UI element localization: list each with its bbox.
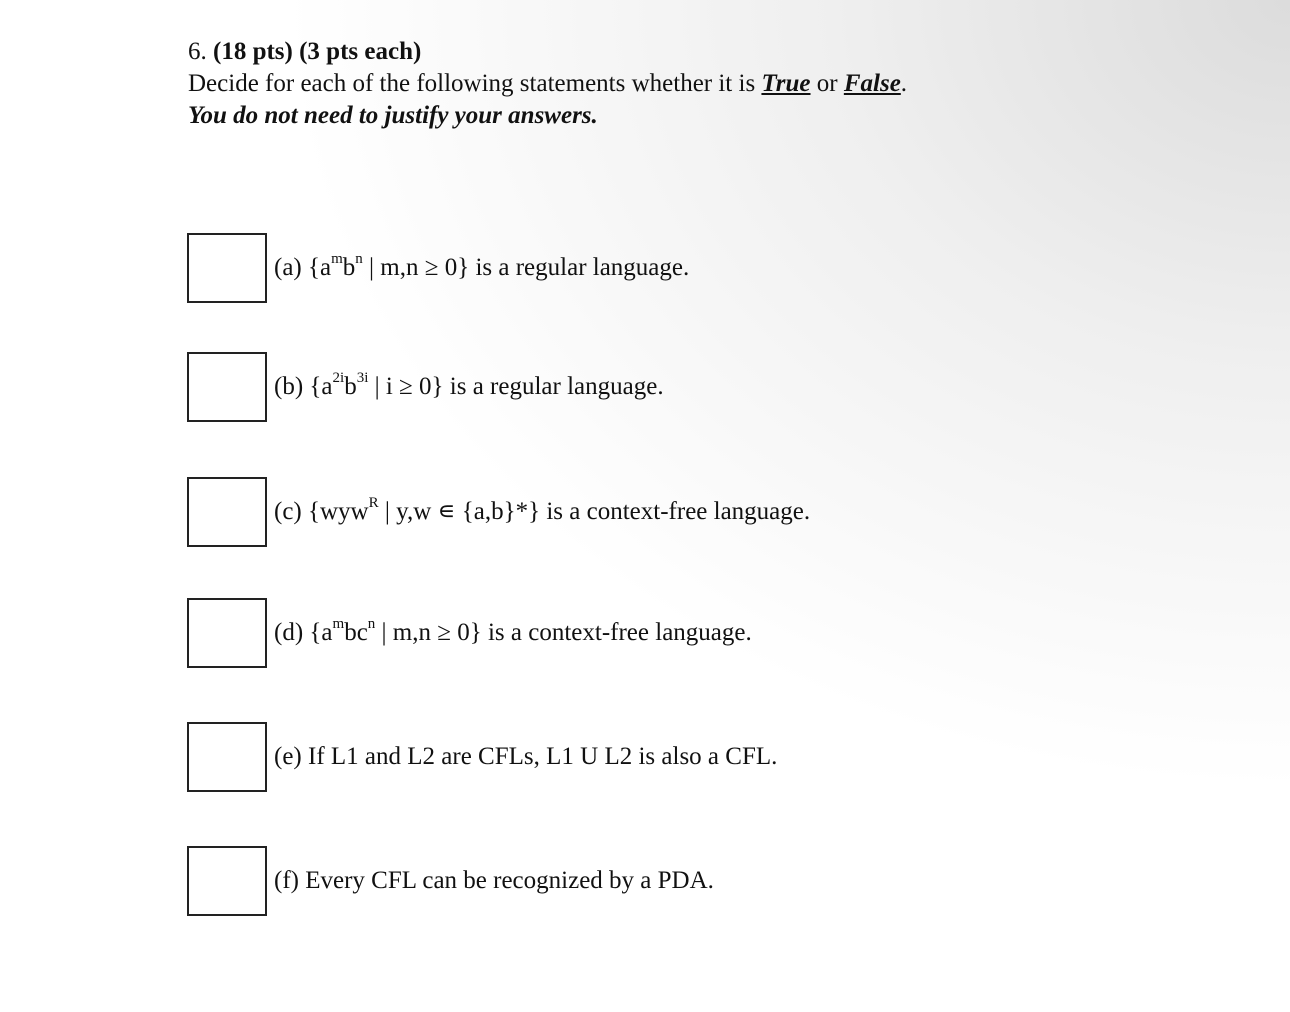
statement-tail: is a context-free language. (487, 619, 752, 646)
instruction-period: . (900, 70, 908, 97)
set-notation: b (344, 373, 357, 400)
superscript: 3i (356, 369, 369, 386)
statement-label: (f) (274, 867, 299, 894)
statement-f (187, 846, 1087, 914)
question-instruction (188, 68, 907, 100)
set-notation: b (342, 254, 356, 281)
statement-label: (d) (274, 619, 304, 646)
question-header (188, 36, 907, 132)
set-notation: bc (344, 619, 368, 646)
statement-f-text (274, 866, 714, 896)
statement-d-text (274, 615, 752, 648)
answer-box-f[interactable] (187, 846, 267, 916)
question-note: You do not need to justify your answers. (188, 102, 598, 129)
statement-c (187, 477, 1087, 545)
superscript: R (368, 494, 379, 511)
statement-a (187, 233, 1087, 301)
superscript: n (355, 250, 363, 267)
set-notation: {wyw (308, 498, 369, 525)
question-points-each: (3 pts each) (299, 38, 422, 65)
statement-label: (a) (274, 254, 302, 281)
answer-box-e[interactable] (187, 722, 267, 792)
statement-e (187, 722, 1087, 790)
set-condition: | m,n ≥ 0} (362, 254, 470, 281)
statement-tail: is a regular language. (449, 373, 664, 400)
superscript: m (331, 250, 343, 267)
answer-box-c[interactable] (187, 477, 267, 547)
question-number: 6. (188, 38, 207, 65)
set-condition: | i ≥ 0} (368, 373, 444, 400)
answer-box-b[interactable] (187, 352, 267, 422)
statement-c-text (274, 494, 811, 527)
superscript: 2i (332, 369, 345, 386)
superscript: m (332, 615, 345, 632)
statement-body: Every CFL can be recognized by a PDA. (305, 867, 714, 894)
statement-label: (b) (274, 373, 304, 400)
superscript: n (367, 615, 376, 632)
question-title (188, 36, 907, 68)
true-word: True (761, 70, 811, 97)
set-condition: | y,w ∊ {a,b}*} (378, 498, 541, 525)
question-points: (18 pts) (213, 38, 293, 65)
answer-box-d[interactable] (187, 598, 267, 668)
answer-box-a[interactable] (187, 233, 267, 303)
set-condition: | m,n ≥ 0} (375, 619, 482, 646)
statement-e-text (274, 742, 777, 772)
false-word: False (843, 70, 901, 97)
statement-tail: is a regular language. (475, 254, 690, 281)
statement-a-text (274, 250, 690, 283)
statement-body: If L1 and L2 are CFLs, L1 U L2 is also a CFL. (308, 743, 778, 770)
statement-label: (e) (274, 743, 302, 770)
set-notation: {a (308, 254, 332, 281)
statement-tail: is a context-free language. (546, 498, 811, 525)
instruction-text: Decide for each of the following statements whether it is (188, 70, 756, 97)
set-notation: {a (309, 619, 333, 646)
or-word: or (816, 70, 838, 97)
statement-d (187, 598, 1087, 666)
statement-label: (c) (274, 498, 302, 525)
set-notation: {a (309, 373, 333, 400)
statement-b (187, 352, 1087, 420)
statement-b-text (274, 369, 664, 402)
